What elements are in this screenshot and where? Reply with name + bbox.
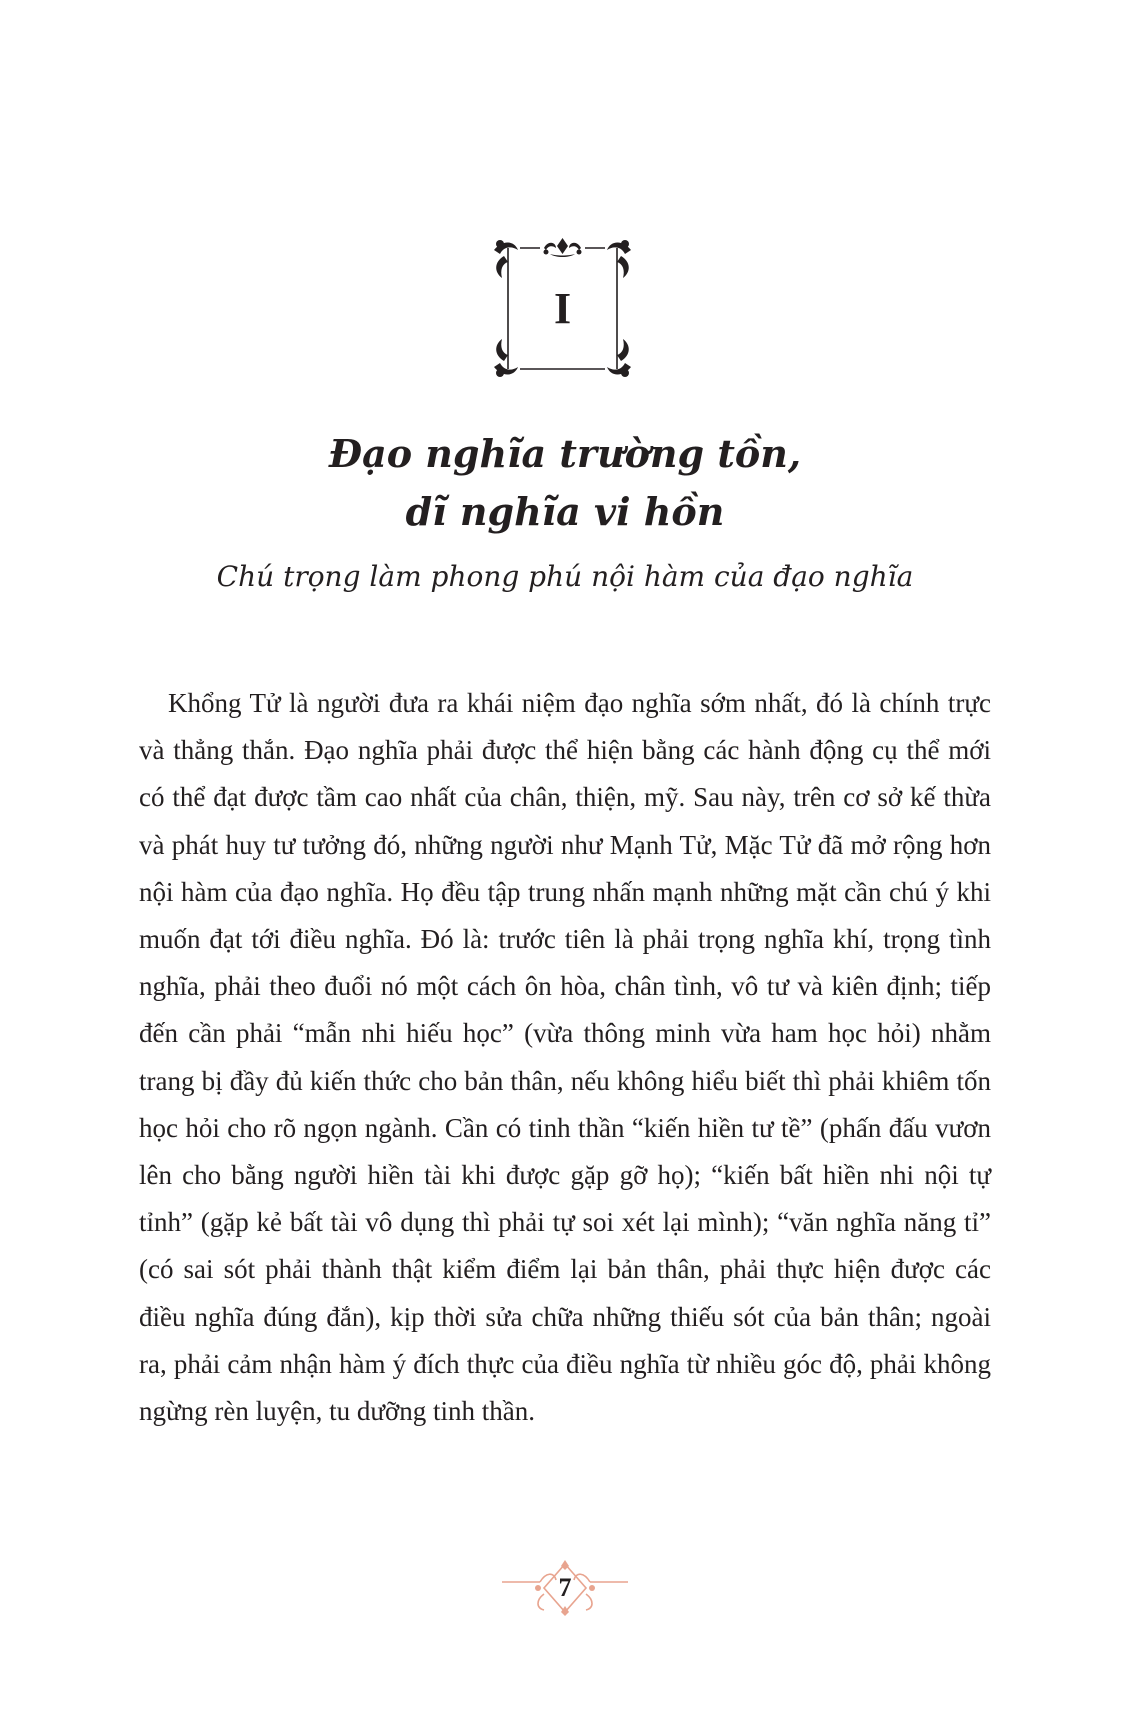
- page-number: 7: [558, 1573, 572, 1602]
- chapter-numeral: I: [553, 284, 572, 333]
- chapter-title-line: dĩ nghĩa vi hồn: [405, 489, 725, 534]
- body-paragraph: Khổng Tử là người đưa ra khái niệm đạo nghĩa sớm nhất, đó là chính trực và thẳng thắn. Đạo nghĩa phải được thể hiện bằng các hành động cụ thể mới có thể đạt được tầm cao nhất của chân, thiện, mỹ. Sau này, trên cơ sở kế thừa và phát huy tư tưởng đó, những người như Mạnh Tử, Mặc Tử đã mở rộng hơn nội hàm của đạo nghĩa. Họ đều tập trung nhấn mạnh những mặt cần chú ý khi muốn đạt tới điều nghĩa. Đó là: trước tiên là phải trọng nghĩa khí, trọng tình nghĩa, phải theo đuổi nó một cách ôn hòa, chân tình, vô tư và kiên định; tiếp đến cần phải “mẫn nhi hiếu học” (vừa thông minh vừa ham học hỏi) nhằm trang bị đầy đủ kiến thức cho bản thân, nếu không hiểu biết thì phải khiêm tốn học hỏi cho rõ ngọn ngành. Cần có tinh thần “kiến hiền tư tề” (phấn đấu vươn lên cho bằng người hiền tài khi được gặp gỡ họ); “kiến bất hiền nhi nội tự tỉnh” (gặp kẻ bất tài vô dụng thì phải tự soi xét lại mình); “văn nghĩa năng tỉ” (có sai sót phải thành thật kiểm điểm lại bản thân, phải thực hiện được các điều nghĩa đúng đắn), kịp thời sửa chữa những thiếu sót của bản thân; ngoài ra, phải cảm nhận hàm ý đích thực của điều nghĩa từ nhiều góc độ, phải không ngừng rèn luyện, tu dưỡng tinh thần.: [139, 688, 991, 1427]
- chapter-title-line: Đạo nghĩa trường tồn,: [328, 431, 802, 476]
- chapter-title: [150, 425, 980, 541]
- chapter-subtitle: Chú trọng làm phong phú nội hàm của đạo nghĩa: [216, 560, 914, 593]
- chapter-ornament-frame: [490, 236, 635, 381]
- page-number-ornament: [500, 1560, 630, 1616]
